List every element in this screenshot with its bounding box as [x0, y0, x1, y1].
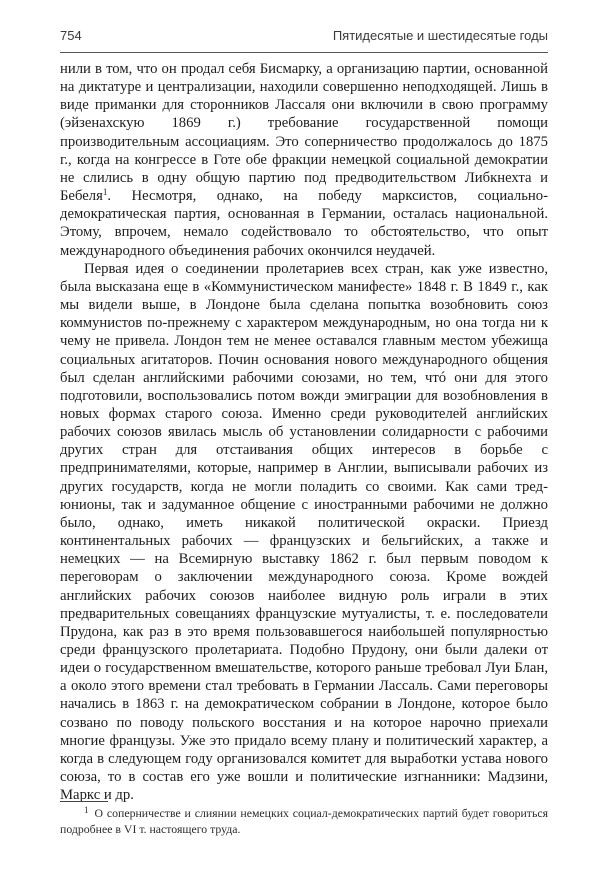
main-text	[60, 60, 548, 804]
footnote-text: О соперничестве и слиянии немецких социал-демократических партий будет говориться подробнее в VI т. настоящего труда.	[60, 806, 548, 836]
header-divider	[60, 52, 548, 53]
paragraph-1-text: нили в том, что он продал себя Бисмарку, а организацию партии, основанной на диктатуре и централизации, находили совершенно неподходящей. Лишь в виде приманки для сторонников Лассаля они включили в свою программу (эйзенахскую 1869 г.) требование государственной помощи производительным ассоциациям. Это соперничество продолжалось до 1875 г., когда на конгрессе в Готе обе фракции немецкой социальной демократии не слились в одну общую партию под предводительством Либкнехта и Бебеля	[60, 61, 548, 205]
paragraph-international: Первая идея о соединении пролетариев всех стран, как уже известно, была высказана еще в «Коммунистическом манифесте» 1848 г. В 1849 г., как мы видели выше, в Лондоне была сделана попытка возобновить союз коммунистов по-прежнему с характером международным, но она тогда ни к чему не привела. Лондон тем не менее оставался главным местом убежища социальных агитаторов. Почин основания нового международного общения был сделан английскими рабочими союзами, но тем, чтó они для этого подготовили, воспользовались потом вожди эмиграции для возобновления в новых формах старого союза. Именно среди руководителей английских рабочих союзов явилась мысль об установлении солидарности с рабочими других стран для отстаивания общих интересов в борьбе с предпринимателями, которые, например в Англии, выписывали рабочих из других государств, когда не могли поладить со своими. Как сами тред-юнионы, так и задуманное общение с иностранными рабочими не должно было, однако, иметь никакой политической окраски. Приезд континентальных рабочих — французских и бельгийских, а также и немецких — на Всемирную выставку 1862 г. был первым поводом к переговорам о заключении международного союза. Кроме вождей английских рабочих союзов наиболее видную роль играли в этих предварительных совещаниях французские мутуалисты, т. е. последователи Прудона, как раз в это время пользовавшегося наибольшей популярностью среди французского пролетариата. Подобно Прудону, они были далеки от идеи о государственном вмешательстве, которого раньше требовал Луи Блан, а около этого времени стал требовать в Германии Лассаль. Сами переговоры начались в 1863 г. на демократическом собрании в Лондоне, которое было созвано по поводу польского восстания и на которое нарочно приехали многие французы. Уже это придало всему плану и политический характер, а когда в следующем году организовался комитет для выработки устава нового союза, то в состав его уже вошли и политические изгнанники: Мадзини, Маркс и др.	[60, 260, 548, 804]
paragraph-1-text-continued: . Несмотря, однако, на победу марксистов, социально-демократическая партия, основанная в Германии, осталась национальной. Этому, впрочем, немало содействовало то обстоятельство, что опыт международного объединения рабочих окончился неудачей.	[60, 188, 548, 259]
running-title: Пятидесятые и шестидесятые годы	[332, 28, 548, 43]
page-number: 754	[60, 28, 82, 43]
footnote-divider	[60, 801, 108, 802]
footnote-number: 1	[84, 805, 89, 815]
running-header	[60, 28, 548, 48]
footnote	[60, 805, 548, 837]
footnote-reference[interactable]: 1	[102, 187, 108, 198]
paragraph-continuation	[60, 60, 548, 260]
